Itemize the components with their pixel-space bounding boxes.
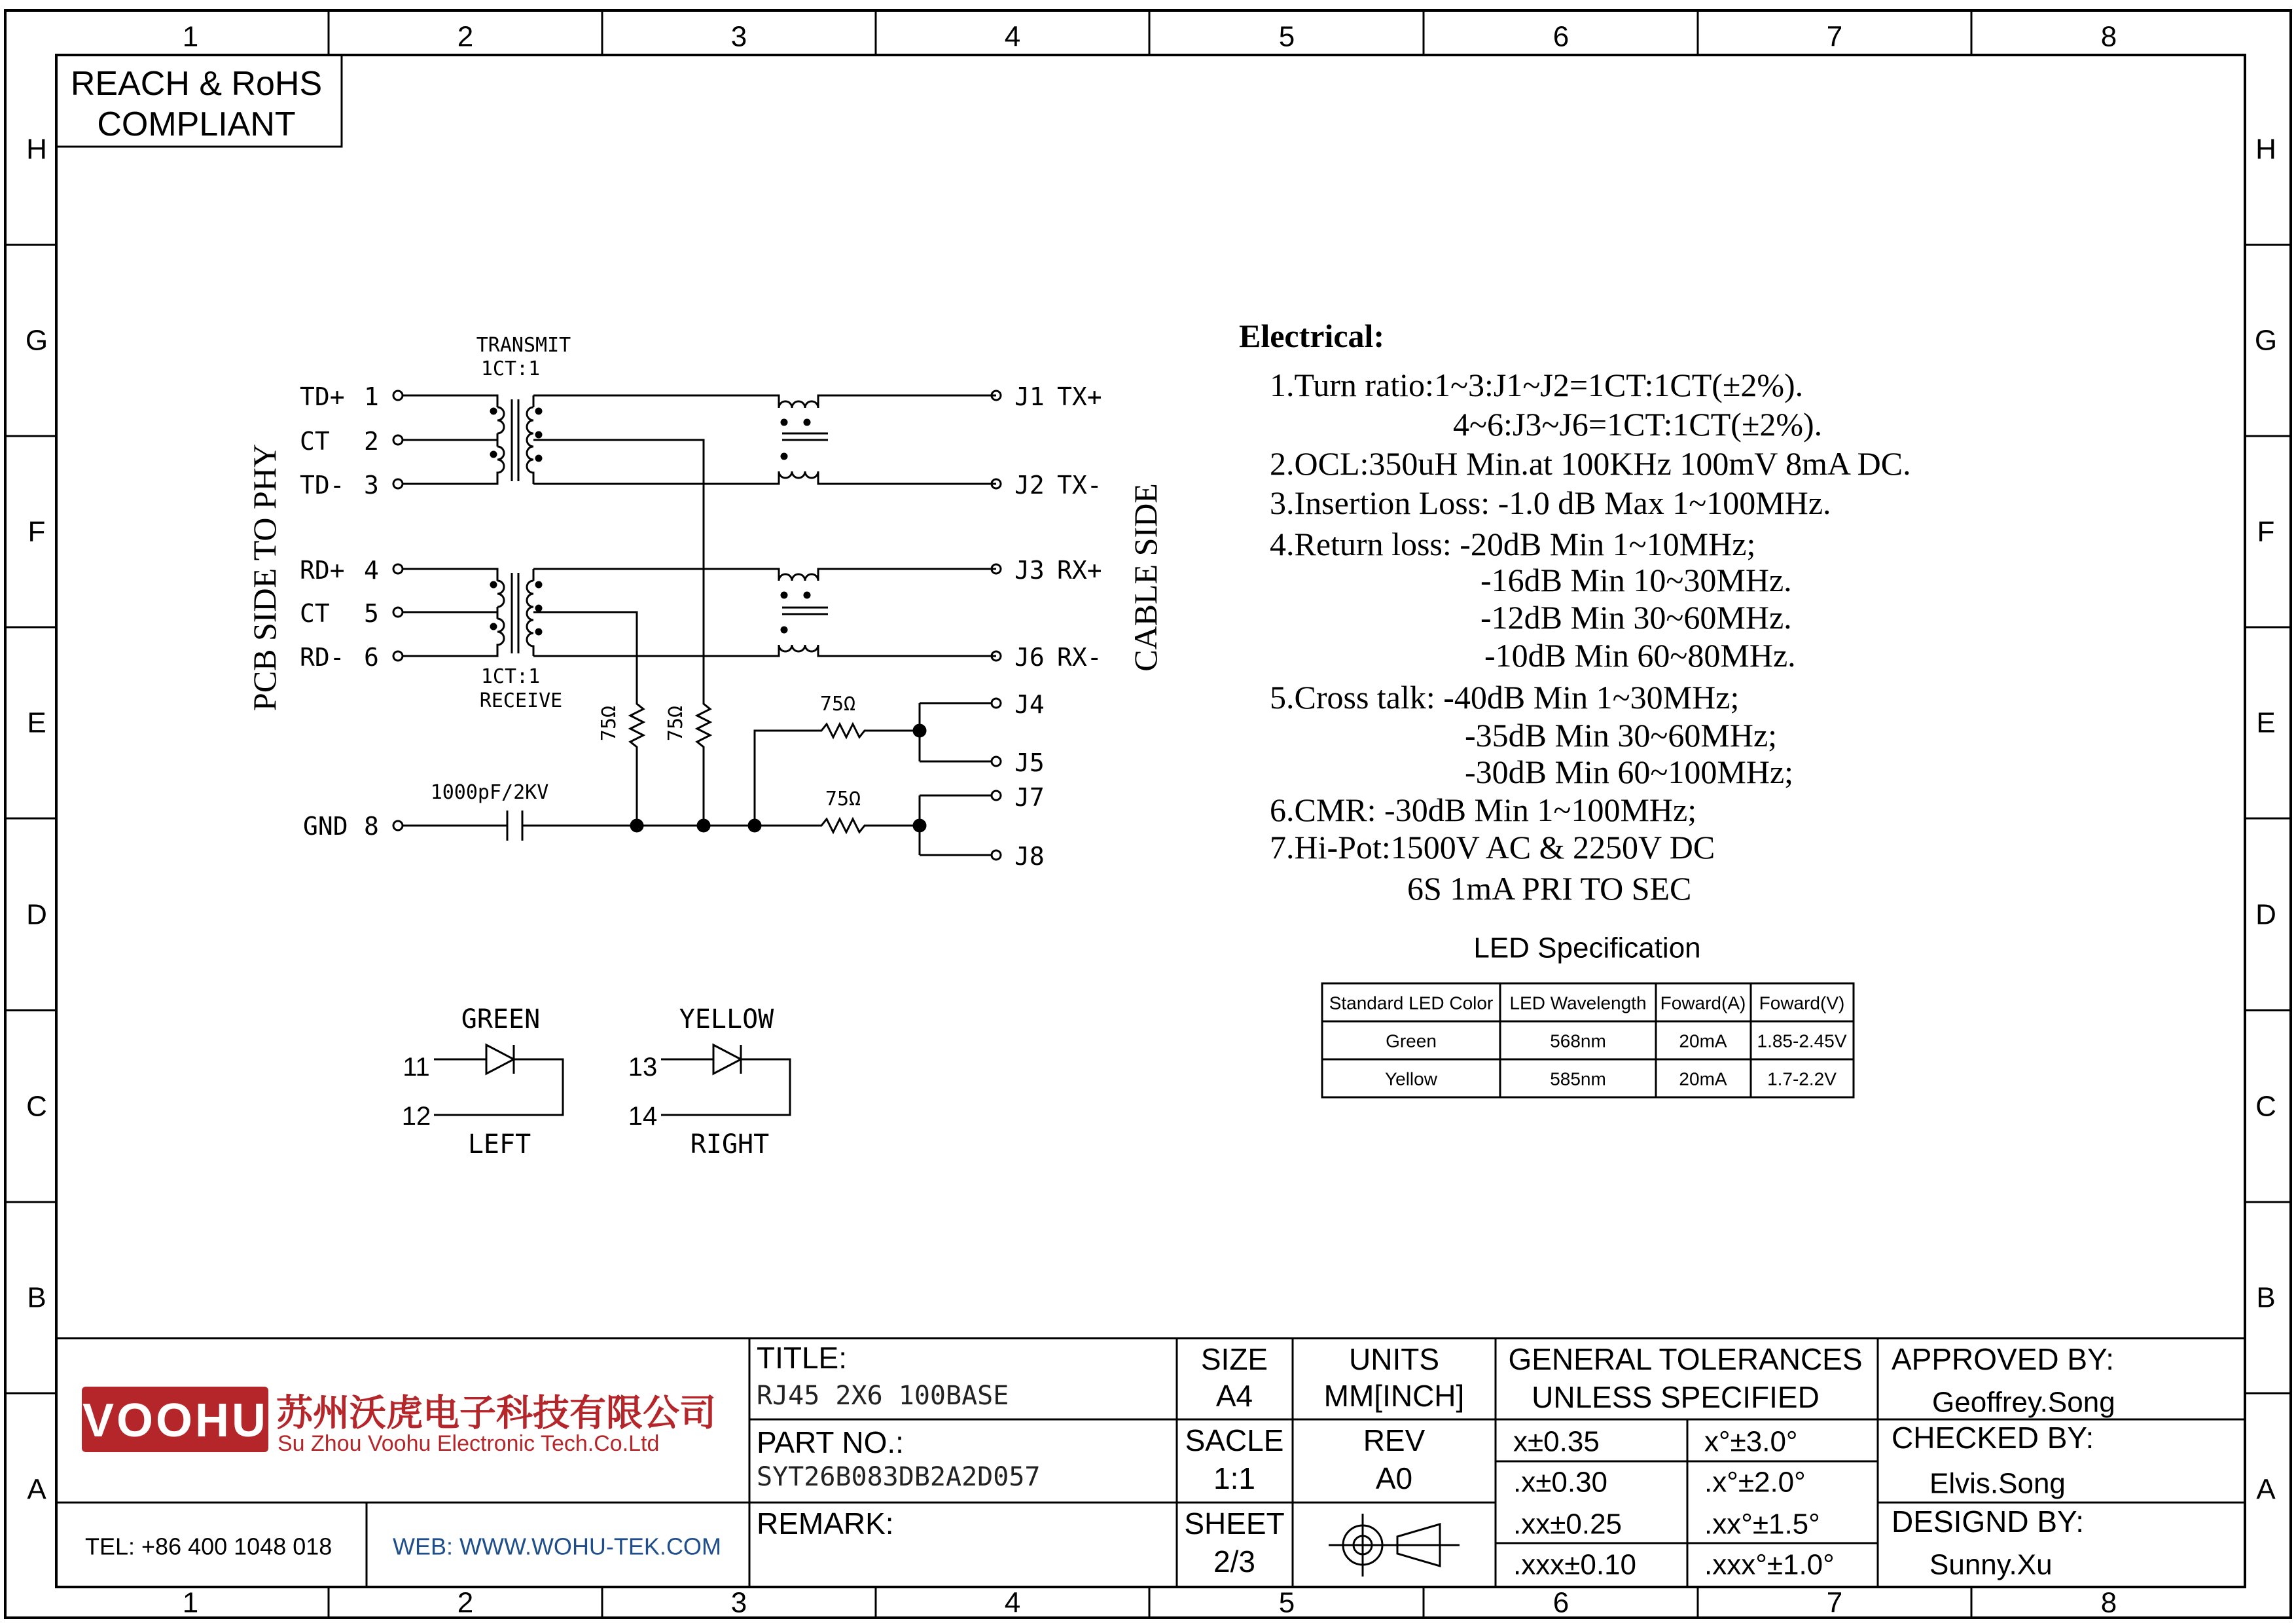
pin-number: 3: [364, 471, 379, 500]
row-label-right: A: [2256, 1473, 2276, 1506]
row-label-right: G: [2254, 324, 2278, 357]
spec-line: 2.OCL:350uH Min.at 100KHz 100mV 8mA DC.: [1270, 445, 1911, 482]
row-label-left: H: [26, 133, 47, 166]
spec-line: -35dB Min 30~60MHz;: [1465, 717, 1778, 754]
receive-transformer: [403, 569, 779, 701]
scale-value: 1:1: [1213, 1461, 1255, 1495]
title-block: [56, 1338, 2245, 1587]
row-label-left: G: [25, 324, 48, 357]
receive-label: RECEIVE: [479, 689, 563, 712]
pin-number: J1: [1014, 382, 1045, 411]
table-header: Foward(A): [1660, 993, 1746, 1013]
transmit-ratio: 1CT:1: [480, 357, 541, 380]
table-cell: 20mA: [1679, 1030, 1727, 1051]
table-header: Standard LED Color: [1329, 993, 1494, 1013]
spec-line: -16dB Min 10~30MHz.: [1480, 562, 1792, 598]
pin-name-gnd: GND: [303, 812, 348, 841]
resistor-label: 75Ω: [819, 693, 856, 716]
pin-number: J6: [1014, 643, 1045, 672]
table-cell: 585nm: [1550, 1068, 1606, 1089]
column-label-bottom: 5: [1278, 1586, 1295, 1619]
projection-symbol-icon: [1329, 1514, 1460, 1577]
column-label-top: 7: [1826, 20, 1843, 53]
company-name-en: Su Zhou Voohu Electronic Tech.Co.Ltd: [278, 1431, 660, 1456]
spec-line: 3.Insertion Loss: -1.0 dB Max 1~100MHz.: [1270, 484, 1831, 521]
remark-label: REMARK:: [757, 1506, 894, 1541]
pin-number: 6: [364, 643, 379, 672]
column-label-bottom: 7: [1826, 1586, 1843, 1619]
transmit-transformer: [403, 395, 779, 486]
pin-number: 11: [403, 1053, 430, 1082]
transmit-label: TRANSMIT: [476, 334, 571, 357]
pin-number: J5: [1014, 748, 1045, 777]
table-cell: 1.7-2.2V: [1767, 1068, 1837, 1089]
pin-name-ct: CT: [300, 599, 330, 628]
led-spec-table: [1322, 932, 1854, 1098]
column-label-bottom: 1: [182, 1586, 199, 1619]
led-yellow-label: YELLOW: [679, 1004, 774, 1034]
row-label-right: C: [2255, 1090, 2276, 1123]
led-yellow-side: RIGHT: [690, 1129, 770, 1159]
table-cell: Yellow: [1385, 1068, 1437, 1089]
part-number-value: SYT26B083DB2A2D057: [757, 1462, 1041, 1492]
pin-name-rd-minus: RD-: [300, 643, 345, 672]
led-yellow: [628, 1004, 790, 1159]
tolerance-value: .x±0.30: [1513, 1466, 1608, 1499]
row-label-left: A: [27, 1473, 46, 1506]
tolerance-value: x°±3.0°: [1704, 1425, 1798, 1458]
row-label-left: C: [26, 1090, 47, 1123]
pin-name-tx-plus: TX+: [1057, 382, 1102, 411]
spec-line: 5.Cross talk: -40dB Min 1~30MHz;: [1270, 679, 1740, 716]
row-label-left: F: [27, 515, 46, 548]
tolerance-value: .x°±2.0°: [1704, 1466, 1806, 1499]
spec-line: 4.Return loss: -20dB Min 1~10MHz;: [1270, 526, 1756, 562]
rev-label: REV: [1363, 1423, 1426, 1457]
resistor-label: 75Ω: [664, 705, 687, 742]
company-tel: TEL: +86 400 1048 018: [85, 1533, 332, 1560]
size-value: A4: [1215, 1379, 1253, 1413]
column-label-top: 6: [1552, 20, 1570, 53]
spec-line: -30dB Min 60~100MHz;: [1465, 754, 1794, 790]
checked-by-label: CHECKED BY:: [1892, 1421, 2094, 1455]
tolerance-value: x±0.35: [1513, 1425, 1600, 1458]
pin-number: J2: [1014, 471, 1045, 500]
column-label-top: 5: [1278, 20, 1295, 53]
table-cell: Green: [1386, 1030, 1437, 1051]
row-label-left: D: [26, 898, 47, 931]
table-header: LED Wavelength: [1509, 993, 1647, 1013]
led-green-label: GREEN: [461, 1004, 541, 1034]
company-web: WEB: WWW.WOHU-TEK.COM: [393, 1533, 721, 1560]
table-header: Foward(V): [1759, 993, 1845, 1013]
column-label-top: 2: [457, 20, 474, 53]
led-green: [402, 1004, 563, 1159]
column-label-bottom: 3: [730, 1586, 747, 1619]
logo-text: VOOHU: [82, 1395, 269, 1447]
capacitor-label: 1000pF/2KV: [430, 781, 549, 804]
column-label-bottom: 4: [1004, 1586, 1021, 1619]
sheet-label: SHEET: [1184, 1506, 1285, 1541]
outer-frame: [5, 10, 2291, 1618]
column-label-top: 8: [2100, 20, 2117, 53]
voohu-logo: [82, 1387, 268, 1452]
pin-number: 2: [364, 427, 379, 456]
column-label-top: 3: [730, 20, 747, 53]
compliance-line-2: COMPLIANT: [97, 105, 296, 143]
company-name-cn: 苏州沃虎电子科技有限公司: [276, 1392, 716, 1434]
resistor-75-rx-ct: [630, 701, 643, 826]
units-value: MM[INCH]: [1323, 1379, 1465, 1413]
spec-line: 6.CMR: -30dB Min 1~100MHz;: [1270, 792, 1697, 828]
pin-name-ct: CT: [300, 427, 330, 456]
pin-name-rx-minus: RX-: [1057, 643, 1102, 672]
led-green-side: LEFT: [467, 1129, 531, 1159]
pin-number: 14: [628, 1102, 658, 1131]
approved-by-label: APPROVED BY:: [1892, 1342, 2115, 1376]
units-label: UNITS: [1349, 1342, 1439, 1376]
pin-number: 13: [628, 1053, 658, 1082]
resistor-label: 75Ω: [825, 788, 861, 811]
pin-number: J4: [1014, 690, 1045, 719]
designed-by-value: Sunny.Xu: [1929, 1548, 2053, 1581]
spec-line: -12dB Min 30~60MHz.: [1480, 599, 1792, 636]
pcb-side-label: PCB SIDE TO PHY: [246, 444, 283, 711]
pin-number: J8: [1014, 842, 1045, 871]
electrical-specs: [1239, 318, 1911, 907]
spec-line: -10dB Min 60~80MHz.: [1484, 637, 1796, 674]
column-label-top: 4: [1004, 20, 1021, 53]
tolerance-value: .xx°±1.5°: [1704, 1508, 1820, 1541]
approved-by-value: Geoffrey.Song: [1932, 1386, 2115, 1419]
row-label-right: D: [2255, 898, 2276, 931]
pin-name-tx-minus: TX-: [1057, 471, 1102, 500]
resistor-75-j7j8: [755, 819, 920, 832]
receive-ratio: 1CT:1: [480, 665, 541, 688]
pin-name-td-plus: TD+: [300, 382, 345, 411]
spec-line: 6S 1mA PRI TO SEC: [1407, 870, 1692, 907]
pin-number: 4: [364, 556, 379, 585]
checked-by-value: Elvis.Song: [1929, 1467, 2066, 1500]
row-label-left: E: [27, 706, 46, 739]
tolerance-value: .xx±0.25: [1513, 1508, 1623, 1541]
tolerances-title: GENERAL TOLERANCES: [1508, 1342, 1863, 1376]
choke-tx: [779, 395, 996, 484]
tolerance-value: .xxx±0.10: [1513, 1548, 1637, 1581]
table-cell: 1.85-2.45V: [1757, 1030, 1847, 1051]
column-label-bottom: 2: [457, 1586, 474, 1619]
spec-line: 1.Turn ratio:1~3:J1~J2=1CT:1CT(±2%).: [1270, 367, 1804, 403]
compliance-box: [56, 55, 342, 147]
tolerances-subtitle: UNLESS SPECIFIED: [1532, 1380, 1820, 1414]
column-label-top: 1: [182, 20, 199, 53]
sheet-value: 2/3: [1213, 1544, 1255, 1578]
column-label-bottom: 6: [1552, 1586, 1570, 1619]
rev-value: A0: [1375, 1461, 1413, 1495]
pin-number: 8: [364, 812, 379, 841]
compliance-line-1: REACH & RoHS: [70, 65, 323, 103]
pin-number: 12: [401, 1102, 431, 1131]
pin-name-td-minus: TD-: [300, 471, 345, 500]
electrical-title: Electrical:: [1239, 318, 1385, 354]
cable-side-label: CABLE SIDE: [1127, 483, 1164, 672]
choke-rx: [779, 569, 996, 656]
row-label-right: E: [2256, 706, 2276, 739]
title-label: TITLE:: [757, 1341, 848, 1375]
row-label-left: B: [27, 1281, 46, 1314]
title-value: RJ45 2X6 100BASE: [757, 1381, 1009, 1411]
pin-number: J7: [1014, 783, 1045, 812]
led-spec-title: LED Specification: [1473, 932, 1701, 964]
pin-name-rd-plus: RD+: [300, 556, 345, 585]
schematic: [246, 334, 1164, 1159]
scale-label: SACLE: [1185, 1423, 1284, 1457]
column-label-bottom: 8: [2100, 1586, 2117, 1619]
resistor-label: 75Ω: [598, 705, 620, 742]
table-cell: 568nm: [1550, 1030, 1606, 1051]
pin-name-rx-plus: RX+: [1057, 556, 1102, 585]
tolerance-value: .xxx°±1.0°: [1704, 1548, 1835, 1581]
table-cell: 20mA: [1679, 1068, 1727, 1089]
row-label-right: H: [2255, 133, 2276, 166]
row-label-right: B: [2256, 1281, 2276, 1314]
pin-number: 1: [364, 382, 379, 411]
part-number-label: PART NO.:: [757, 1425, 904, 1459]
pin-number: J3: [1014, 556, 1045, 585]
pin-number: 5: [364, 599, 379, 628]
size-label: SIZE: [1200, 1342, 1268, 1376]
designed-by-label: DESIGND BY:: [1892, 1504, 2084, 1539]
row-label-right: F: [2257, 515, 2275, 548]
spec-line: 4~6:J3~J6=1CT:1CT(±2%).: [1453, 406, 1823, 443]
spec-line: 7.Hi-Pot:1500V AC & 2250V DC: [1270, 829, 1715, 866]
